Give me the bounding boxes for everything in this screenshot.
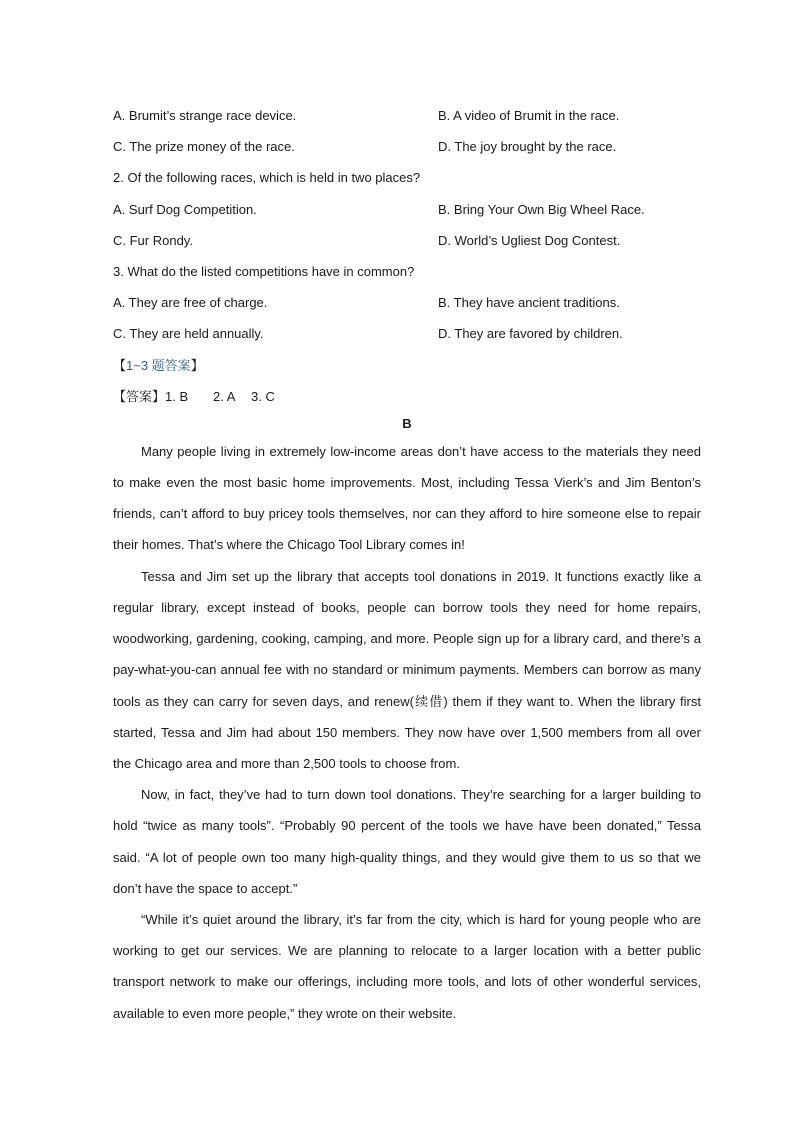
q1-option-c: C. The prize money of the race.: [113, 139, 295, 155]
answer-section-header: [113, 350, 701, 381]
q1-options-row-ab: [113, 100, 701, 131]
q3-options-row-cd: [113, 318, 701, 349]
answer-header-open-bracket: 【: [113, 357, 127, 373]
answer-header-text: 1~3 题答案: [126, 357, 191, 373]
answer-3: 3. C: [251, 388, 275, 404]
passage-paragraph-4: “While it’s quiet around the library, it’s far from the city, which is hard for young people who are working to get our services. We are planning to relocate to a larger location with a better public transport network to make our offerings, including more tools, and lots of other wonderful services, available to even more people,” they wrote on their website.: [113, 911, 701, 1021]
answer-line: [113, 381, 701, 412]
q3-option-a: A. They are free of charge.: [113, 295, 268, 311]
q2-option-d: D. World’s Ugliest Dog Contest.: [438, 232, 621, 248]
q2-option-b: B. Bring Your Own Big Wheel Race.: [438, 201, 645, 217]
passage-section-title: B: [402, 415, 412, 431]
q1-options-row-cd: [113, 131, 701, 162]
answer-1: 1. B: [165, 388, 189, 404]
q3-option-b: B. They have ancient traditions.: [438, 295, 620, 311]
q1-option-a: A. Brumit’s strange race device.: [113, 108, 297, 123]
q3-options-row-ab: [113, 287, 701, 318]
q3-option-d: D. They are favored by children.: [438, 326, 623, 342]
q3-option-c: C. They are held annually.: [113, 326, 264, 342]
document-page: [113, 100, 701, 1029]
q2-options-row-ab: [113, 194, 701, 225]
answer-2: 2. A: [213, 388, 236, 404]
q2-stem: 2. Of the following races, which is held in two places?: [113, 170, 421, 186]
q1-option-b: B. A video of Brumit in the race.: [438, 108, 620, 123]
q2-options-row-cd: [113, 225, 701, 256]
answer-label: 【答案】: [113, 388, 166, 404]
passage-paragraph-3: Now, in fact, they’ve had to turn down tool donations. They’re searching for a larger building to hold “twice as many tools”. “Probably 90 percent of the tools we have have been donated,” Tessa said. “A lot of people own too many high-quality things, and they would give them to us so that we don’t have the space to accept.”: [113, 787, 701, 896]
q3-stem: 3. What do the listed competitions have in common?: [113, 263, 415, 279]
q1-option-d: D. The joy brought by the race.: [438, 139, 617, 155]
passage-paragraph-1: Many people living in extremely low-income areas don’t have access to the materials they need to make even the most basic home improvements. Most, including Tessa Vierk’s and Jim Benton’s friends, can’t afford to buy pricey tools themselves, nor can they afford to hire someone else to repair their homes. That’s where the Chicago Tool Library comes in!: [113, 443, 701, 553]
answer-header-close-bracket: 】: [190, 357, 204, 373]
passage-paragraph-2: Tessa and Jim set up the library that accepts tool donations in 2019. It functions exactly like a regular library, except instead of books, people can borrow tools they need for home repairs, woodworking, gardening, cooking, camping, and more. People sign up for a library card, and there’s a pay-what-you-can annual fee with no standard or minimum payments. Members can borrow as many tools as they can carry for seven days, and renew(续借) them if they want to. When the library first started, Tessa and Jim had about 150 members. They now have over 1,500 members from all over the Chicago area and more than 2,500 tools to choose from.: [113, 568, 701, 771]
q2-option-c: C. Fur Rondy.: [113, 232, 193, 248]
q2-option-a: A. Surf Dog Competition.: [113, 201, 257, 217]
